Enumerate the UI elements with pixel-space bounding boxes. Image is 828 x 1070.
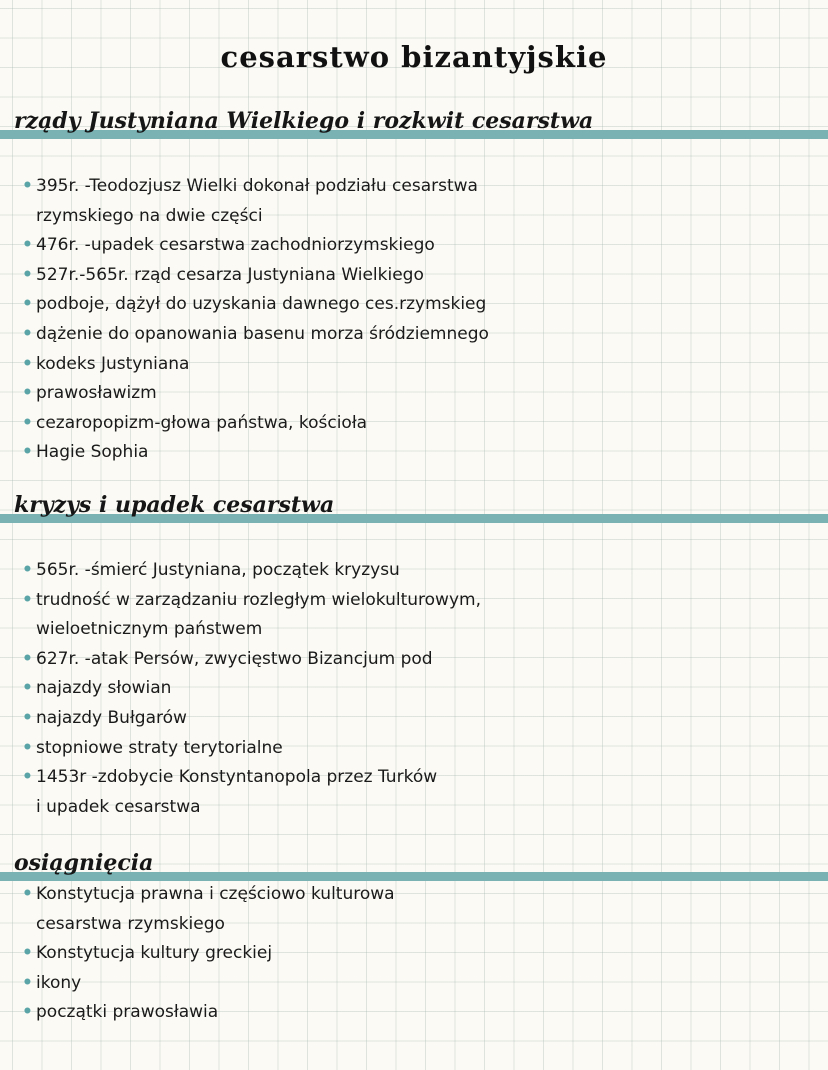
justinian-list — [22, 172, 489, 468]
list-item: • trudność w zarządzaniu rozległym wielokulturowym, wieloetnicznym państwem — [22, 586, 481, 645]
bullet-icon: • — [22, 383, 33, 404]
bullet-icon: • — [22, 353, 33, 374]
bullet-icon: • — [22, 648, 33, 669]
list-item: • początki prawosławia — [22, 998, 395, 1028]
list-item: • prawosławizm — [22, 379, 489, 409]
bullet-icon: • — [22, 943, 33, 964]
bullet-icon: • — [22, 767, 33, 788]
list-item: • ikony — [22, 969, 395, 999]
list-item: • 627r. -atak Persów, zwycięstwo Bizancjum pod — [22, 645, 481, 675]
section-title: osiągnięcia — [14, 850, 154, 876]
bullet-icon: • — [22, 294, 33, 315]
section-heading-crisis — [0, 492, 828, 532]
section-heading-justinian — [0, 108, 828, 148]
list-item: • stopniowe straty terytorialne — [22, 734, 481, 764]
bullet-icon: • — [22, 235, 33, 256]
section-title: kryzys i upadek cesarstwa — [14, 492, 335, 518]
list-item: • 527r.-565r. rząd cesarza Justyniana Wielkiego — [22, 261, 489, 291]
bullet-icon: • — [22, 412, 33, 433]
bullet-icon: • — [22, 707, 33, 728]
list-item: • 1453r -zdobycie Konstyntanopola przez Turków i upadek cesarstwa — [22, 763, 481, 822]
list-item: • kodeks Justyniana — [22, 350, 489, 380]
bullet-icon: • — [22, 1002, 33, 1023]
bullet-icon: • — [22, 884, 33, 904]
list-item: • 395r. -Teodozjusz Wielki dokonał podziału cesarstwa rzymskiego na dwie części — [22, 172, 489, 231]
crisis-list — [22, 556, 481, 822]
list-item: • najazdy Bułgarów — [22, 704, 481, 734]
bullet-icon: • — [22, 589, 33, 610]
bullet-icon: • — [22, 737, 33, 758]
list-item: • Konstytucja kultury greckiej — [22, 939, 395, 969]
bullet-icon: • — [22, 560, 33, 580]
bullet-icon: • — [22, 176, 33, 196]
list-item: • 565r. -śmierć Justyniana, początek kryzysu — [22, 556, 481, 586]
list-item: • najazdy słowian — [22, 674, 481, 704]
bullet-icon: • — [22, 323, 33, 344]
list-item: • Konstytucja prawna i częściowo kulturowa cesarstwa rzymskiego — [22, 880, 395, 939]
list-item: • podboje, dążył do uzyskania dawnego ces.rzymskieg — [22, 290, 489, 320]
achievements-list — [22, 880, 395, 1028]
page-title: cesarstwo bizantyjskie — [220, 40, 608, 74]
list-item: • dążenie do opanowania basenu morza śródziemnego — [22, 320, 489, 350]
bullet-icon: • — [22, 442, 33, 463]
bullet-icon: • — [22, 972, 33, 993]
list-item: • Hagie Sophia — [22, 438, 489, 468]
list-item: • 476r. -upadek cesarstwa zachodniorzymskiego — [22, 231, 489, 261]
bullet-icon: • — [22, 678, 33, 699]
list-item: • cezaropopizm-głowa państwa, kościoła — [22, 409, 489, 439]
section-title: rządy Justyniana Wielkiego i rozkwit cesarstwa — [14, 108, 594, 134]
bullet-icon: • — [22, 264, 33, 285]
